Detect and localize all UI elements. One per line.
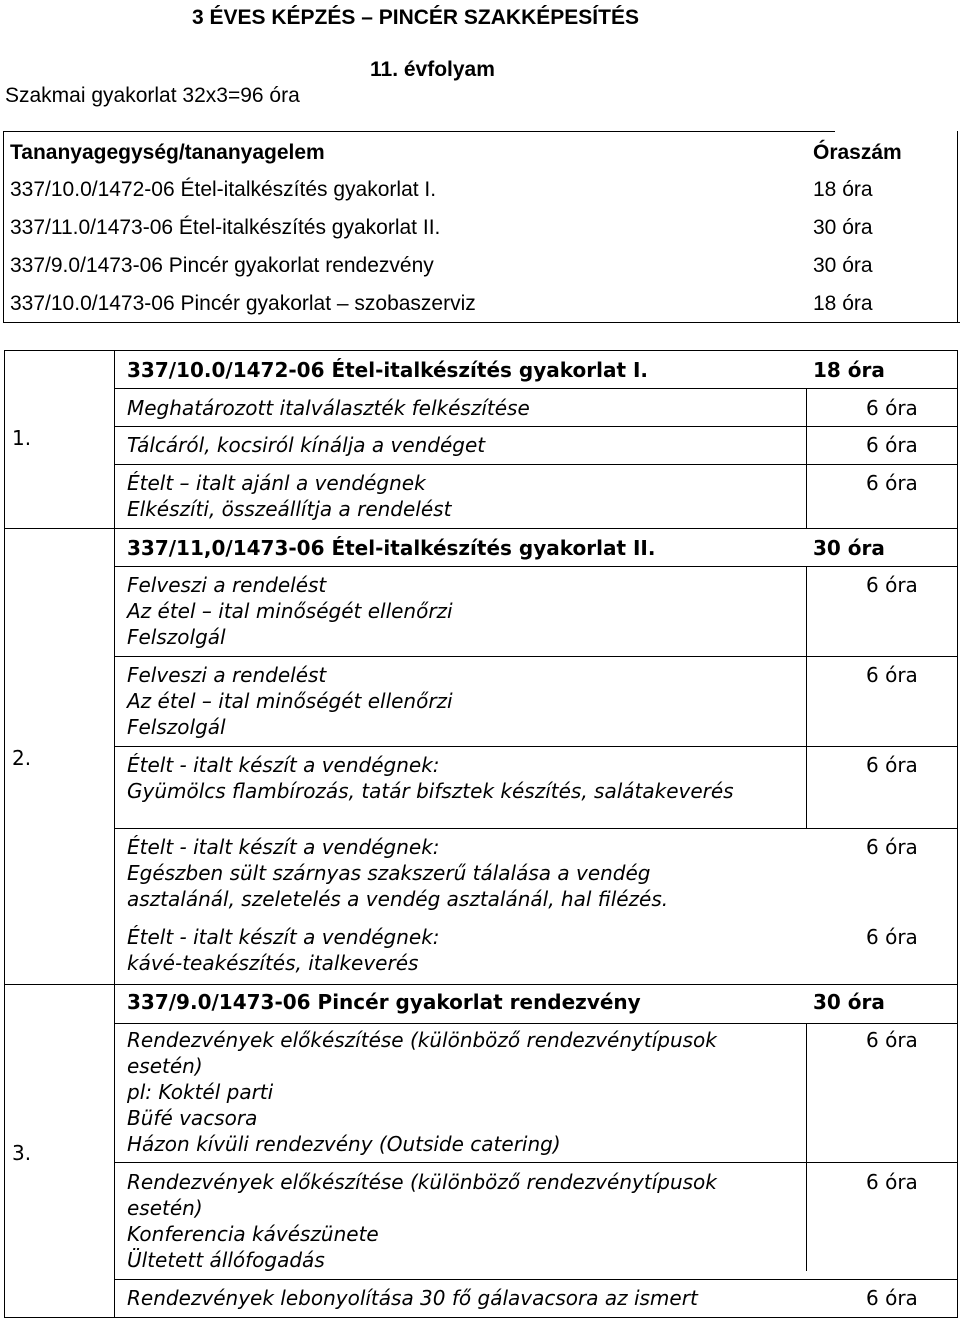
topic-line: Elkészíti, összeállítja a rendelést: [127, 497, 452, 521]
table-row-unit: 337/10.0/1472-06 Étel-italkészítés gyakorlat I.: [10, 178, 437, 201]
divider: [4, 1317, 958, 1318]
topic-line: Büfé vacsora: [127, 1106, 258, 1130]
topic-hours: 6 óra: [866, 433, 918, 457]
column-header-hours: Óraszám: [813, 141, 902, 164]
week-number: 1.: [12, 426, 32, 450]
topic-hours: 6 óra: [866, 396, 918, 420]
topic-line: esetén): [127, 1054, 203, 1078]
topic-line: Felveszi a rendelést: [127, 663, 327, 687]
divider: [114, 656, 958, 657]
section-title: 337/10.0/1472-06 Étel-italkészítés gyakorlat I.: [127, 358, 649, 382]
topic-hours: 6 óra: [866, 471, 918, 495]
divider: [806, 566, 807, 828]
topic-hours: 6 óra: [866, 1028, 918, 1052]
table-row-hours: 18 óra: [813, 178, 873, 201]
topic-line: Felszolgál: [127, 625, 226, 649]
table-row-unit: 337/9.0/1473-06 Pincér gyakorlat rendezvény: [10, 254, 434, 277]
week-number: 3.: [12, 1141, 32, 1165]
topic-line: Ültetett állófogadás: [127, 1248, 325, 1272]
divider: [3, 131, 835, 132]
table-row-hours: 30 óra: [813, 254, 873, 277]
topic-line: Ételt - italt készít a vendégnek:: [127, 835, 440, 859]
divider: [4, 350, 958, 351]
topic-hours: 6 óra: [866, 1170, 918, 1194]
topic-line: Meghatározott italválaszték felkészítése: [127, 396, 530, 420]
practice-hours-label: Szakmai gyakorlat 32x3=96 óra: [5, 84, 300, 107]
topic-hours: 6 óra: [866, 663, 918, 687]
topic-line: Házon kívüli rendezvény (Outside catering): [127, 1132, 561, 1156]
topic-hours: 6 óra: [866, 1286, 918, 1310]
topic-line: Rendezvények előkészítése (különböző rendezvénytípusok: [127, 1170, 717, 1194]
divider: [114, 388, 958, 389]
table-row-unit: 337/10.0/1473-06 Pincér gyakorlat – szobaszerviz: [10, 292, 476, 315]
topic-hours: 6 óra: [866, 573, 918, 597]
topic-line: Gyümölcs flambírozás, tatár bifsztek készítés, salátakeverés: [127, 779, 734, 803]
divider: [3, 131, 4, 323]
topic-line: Rendezvények lebonyolítása 30 fő gálavacsora az ismert: [127, 1286, 698, 1310]
divider: [114, 1279, 958, 1280]
divider: [114, 1023, 958, 1024]
divider: [114, 566, 958, 567]
table-row-hours: 18 óra: [813, 292, 873, 315]
topic-line: Rendezvények előkészítése (különböző rendezvénytípusok: [127, 1028, 717, 1052]
divider: [957, 350, 958, 1318]
topic-line: Az étel – ital minőségét ellenőrzi: [127, 689, 453, 713]
divider: [114, 426, 958, 427]
section-title: 337/9.0/1473-06 Pincér gyakorlat rendezvény: [127, 990, 641, 1014]
topic-hours: 6 óra: [866, 925, 918, 949]
divider: [3, 322, 960, 323]
divider: [114, 828, 958, 829]
divider: [4, 528, 958, 529]
divider: [114, 1162, 958, 1163]
topic-line: Tálcáról, kocsiról kínálja a vendéget: [127, 433, 486, 457]
topic-line: pl: Koktél parti: [127, 1080, 274, 1104]
section-hours: 18 óra: [813, 358, 885, 382]
section-title: 337/11,0/1473-06 Étel-italkészítés gyakorlat II.: [127, 536, 656, 560]
divider: [4, 350, 5, 1318]
topic-line: kávé-teakészítés, italkeverés: [127, 951, 419, 975]
divider: [957, 131, 958, 323]
section-hours: 30 óra: [813, 536, 885, 560]
topic-line: Felveszi a rendelést: [127, 573, 327, 597]
topic-hours: 6 óra: [866, 753, 918, 777]
topic-line: Ételt – italt ajánl a vendégnek: [127, 471, 426, 495]
topic-hours: 6 óra: [866, 835, 918, 859]
divider: [4, 984, 958, 985]
divider: [114, 350, 115, 1318]
topic-line: Felszolgál: [127, 715, 226, 739]
topic-line: asztalánál, szeletelés a vendég asztalánál, hal filézés.: [127, 887, 669, 911]
topic-line: Konferencia kávészünete: [127, 1222, 379, 1246]
grade-label: 11. évfolyam: [370, 58, 495, 81]
topic-line: Ételt - italt készít a vendégnek:: [127, 925, 440, 949]
topic-line: Az étel – ital minőségét ellenőrzi: [127, 599, 453, 623]
divider: [806, 388, 807, 528]
divider: [114, 464, 958, 465]
topic-line: Egészben sült szárnyas szakszerű tálalása a vendég: [127, 861, 651, 885]
column-header-unit: Tananyagegység/tananyagelem: [10, 141, 325, 164]
topic-line: Ételt - italt készít a vendégnek:: [127, 753, 440, 777]
topic-line: esetén): [127, 1196, 203, 1220]
table-row-unit: 337/11.0/1473-06 Étel-italkészítés gyakorlat II.: [10, 216, 441, 239]
week-number: 2.: [12, 746, 32, 770]
divider: [806, 1023, 807, 1271]
page-title: 3 ÉVES KÉPZÉS – PINCÉR SZAKKÉPESÍTÉS: [192, 6, 639, 29]
section-hours: 30 óra: [813, 990, 885, 1014]
divider: [114, 746, 958, 747]
table-row-hours: 30 óra: [813, 216, 873, 239]
